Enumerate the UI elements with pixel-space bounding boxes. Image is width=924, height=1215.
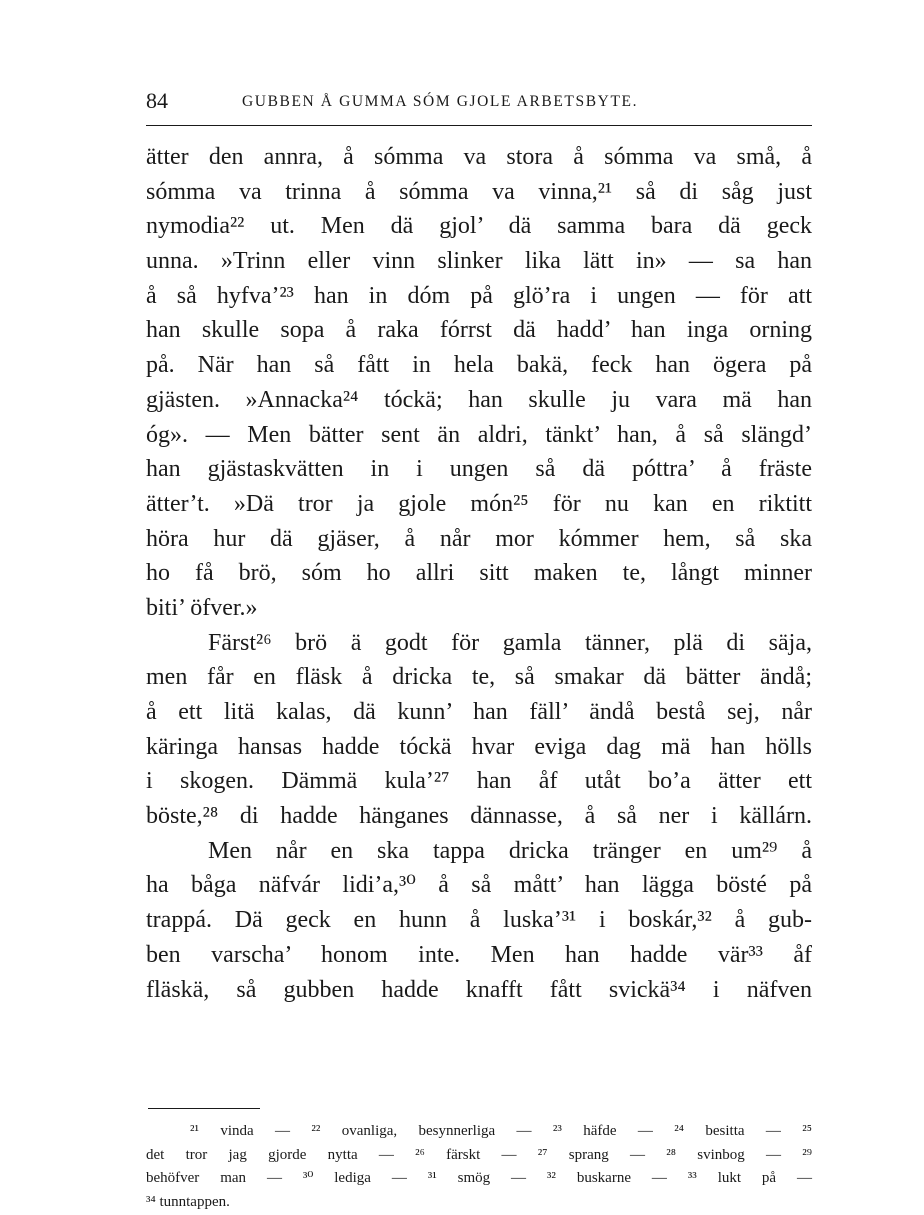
body-line: fläskä, så gubben hadde knafft fått svickä³⁴ i näfven <box>146 976 812 1003</box>
body-line: höra hur dä gjäser, å når mor kómmer hem, så ska <box>146 525 812 552</box>
paragraph-start-line: Färst²⁶ brö ä godt för gamla tänner, plä di säja, <box>208 629 812 656</box>
footnote-rule <box>148 1108 260 1109</box>
body-line: ben varscha’ honom inte. Men han hadde vär³³ åf <box>146 941 812 968</box>
body-line: gjästen. »Annacka²⁴ tóckä; han skulle ju vara mä han <box>146 386 812 413</box>
body-line: biti’ öfver.» <box>146 594 258 621</box>
body-line: han gjästaskvätten in i ungen så dä póttra’ å fräste <box>146 456 812 483</box>
running-title: GUBBEN Å GUMMA SÓM GJOLE ARBETSBYTE. <box>242 93 639 110</box>
header-rule <box>146 125 812 126</box>
body-line: men får en fläsk å dricka te, så smakar dä bätter ändå; <box>146 664 812 691</box>
body-line: trappá. Dä geck en hunn å luska’³¹ i boskár,³² å gub- <box>146 907 812 934</box>
body-line: på. När han så fått in hela bakä, feck han ögera på <box>146 352 812 379</box>
body-line: han skulle sopa å raka fórrst dä hadd’ han inga orning <box>146 317 812 344</box>
body-text <box>146 140 812 1007</box>
body-line: ätter’t. »Dä tror ja gjole món²⁵ för nu kan en riktitt <box>146 490 812 517</box>
page-header <box>146 82 812 118</box>
paragraph-start-line: Men når en ska tappa dricka tränger en um²⁹ å <box>208 837 812 864</box>
body-line: käringa hansas hadde tóckä hvar eviga dag mä han hölls <box>146 733 812 760</box>
body-line: ätter den annra, å sómma va stora å sómma va små, å <box>146 144 812 170</box>
footnote-line: ³⁴ tunntappen. <box>146 1194 230 1211</box>
footnote-line: ²¹ vinda — ²² ovanliga, besynnerliga — ²³ häfde — ²⁴ besitta — ²⁵ <box>190 1123 812 1139</box>
footnotes <box>146 1120 812 1215</box>
body-line: óg». — Men bätter sent än aldri, tänkt’ han, å så slängd’ <box>146 421 812 448</box>
page-number: 84 <box>146 88 168 113</box>
footnote-line: det tror jag gjorde nytta — ²⁶ färskt — ²⁷ sprang — ²⁸ svinbog — ²⁹ <box>146 1146 812 1163</box>
body-line: unna. »Trinn eller vinn slinker lika lätt in» — sa han <box>146 248 812 275</box>
body-line: ha båga näfvár lidi’a,³⁰ å så mått’ han lägga bösté på <box>146 872 812 899</box>
body-line: nymodia²² ut. Men dä gjol’ dä samma bara dä geck <box>146 213 812 240</box>
book-page <box>146 82 812 1211</box>
body-line: böste,²⁸ di hadde hänganes dännasse, å så ner i källárn. <box>146 803 812 830</box>
body-line: å ett litä kalas, dä kunn’ han fäll’ ändå bestå sej, når <box>146 699 812 725</box>
body-line: sómma va trinna å sómma va vinna,²¹ så di såg just <box>146 178 812 205</box>
body-line: å så hyfva’²³ han in dóm på glö’ra i ungen — för att <box>146 282 812 309</box>
footnote-line: behöfver man — ³⁰ lediga — ³¹ smög — ³² buskarne — ³³ lukt på — <box>146 1170 812 1187</box>
body-line: ho få brö, sóm ho allri sitt maken te, långt minner <box>146 560 812 587</box>
body-line: i skogen. Dämmä kula’²⁷ han åf utåt bo’a ätter ett <box>146 768 812 795</box>
